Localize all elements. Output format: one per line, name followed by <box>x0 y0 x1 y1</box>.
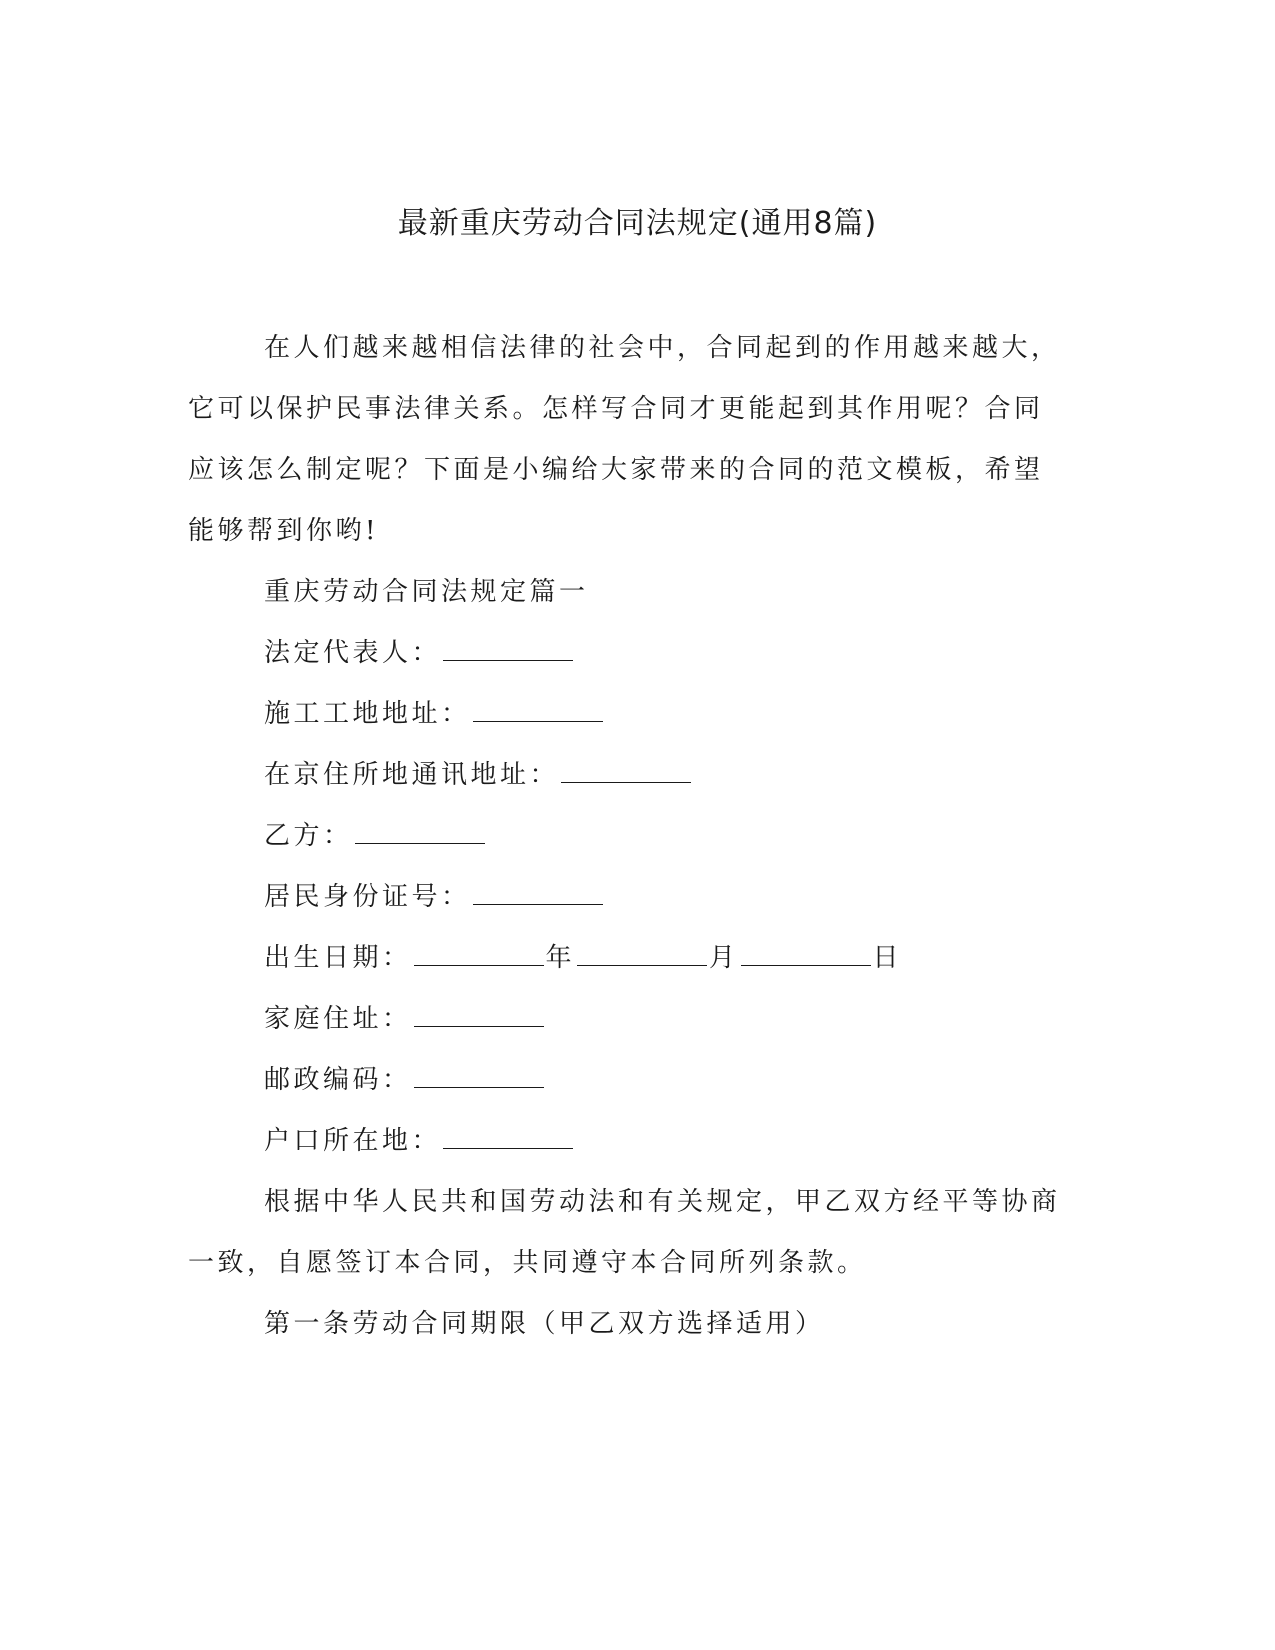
field-label: 户口所在地： <box>264 1126 442 1156</box>
fill-in-blank <box>443 638 573 661</box>
fill-in-blank <box>473 882 603 905</box>
field-label: 施工工地地址： <box>264 699 471 729</box>
field-label: 法定代表人： <box>264 638 442 668</box>
month-label: 月 <box>709 943 739 973</box>
field-label: 居民身份证号： <box>264 882 471 912</box>
fill-in-blank <box>414 943 544 966</box>
field-beijing-address <box>188 745 1068 806</box>
field-label: 在京住所地通讯地址： <box>264 760 560 790</box>
field-birth-date <box>188 928 1068 989</box>
fill-in-blank <box>741 943 871 966</box>
fill-in-blank <box>473 699 603 722</box>
article-one-heading: 第一条劳动合同期限（甲乙双方选择适用） <box>264 1309 825 1339</box>
fill-in-blank <box>443 1126 573 1149</box>
field-id-number <box>188 867 1068 928</box>
field-label: 家庭住址： <box>264 1004 412 1034</box>
agreement-paragraph: 根据中华人民共和国劳动法和有关规定，甲乙双方经平等协商一致，自愿签订本合同，共同遵守本合同所列条款。 <box>188 1187 1061 1278</box>
field-label: 出生日期： <box>264 943 412 973</box>
intro-paragraph: 在人们越来越相信法律的社会中，合同起到的作用越来越大，它可以保护民事法律关系。怎样写合同才更能起到其作用呢？合同应该怎么制定呢？下面是小编给大家带来的合同的范文模板，希望能够帮到你哟! <box>188 333 1061 546</box>
fill-in-blank <box>355 821 485 844</box>
field-party-b <box>188 806 1068 867</box>
field-hukou <box>188 1111 1068 1172</box>
fill-in-blank <box>414 1065 544 1088</box>
document-body <box>188 318 1068 1355</box>
year-label: 年 <box>545 943 576 973</box>
field-home-address <box>188 989 1068 1050</box>
day-label: 日 <box>872 943 903 973</box>
field-postal-code <box>188 1050 1068 1111</box>
fill-in-blank <box>414 1004 544 1027</box>
fill-in-blank <box>577 943 707 966</box>
fill-in-blank <box>561 760 691 783</box>
field-label: 乙方： <box>264 821 353 851</box>
document-title: 最新重庆劳动合同法规定(通用8篇) <box>397 206 878 241</box>
field-label: 邮政编码： <box>264 1065 412 1095</box>
section-heading: 重庆劳动合同法规定篇一 <box>264 577 589 607</box>
field-legal-rep <box>188 623 1068 684</box>
field-site-address <box>188 684 1068 745</box>
